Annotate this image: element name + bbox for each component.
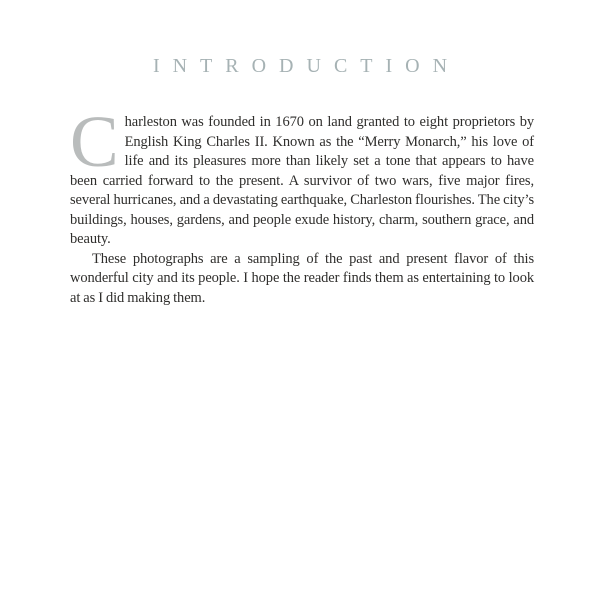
introduction-text-block	[70, 101, 534, 308]
drop-cap-letter: C	[70, 101, 119, 182]
chapter-heading: INTRODUCTION	[152, 55, 461, 77]
paragraph-1	[70, 101, 534, 250]
paragraph-1-text: harleston was founded in 1670 on land granted to eight proprietors by English King Charles II. Known as the “Merry Monarch,” his love of life and its pleasures more than likely set a tone that appears to have been carried forward to the present. A survivor of two wars, five major fires, several hurricanes, and a devastating earthquake, Charleston flourishes. The city’s buildings, houses, gardens, and people exude history, charm, southern grace, and beauty.	[70, 114, 534, 247]
paragraph-2: These photographs are a sampling of the past and present flavor of this wonderful city and its people. I hope the reader finds them as entertaining to look at as I did making them.	[70, 250, 534, 306]
